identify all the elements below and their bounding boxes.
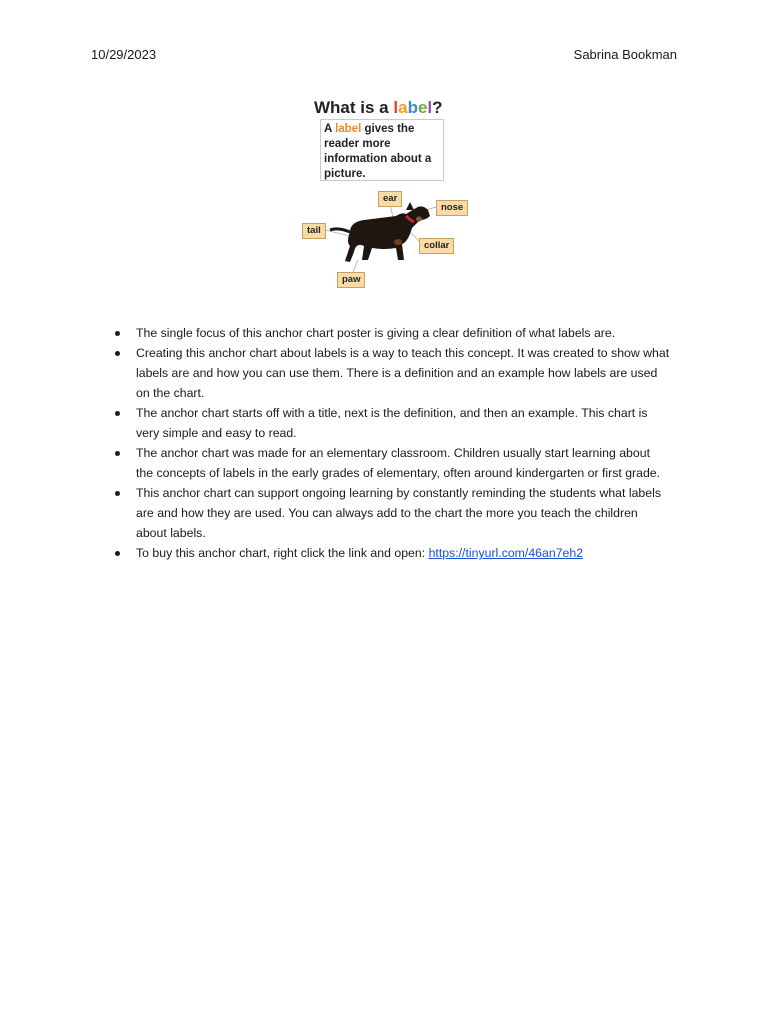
poster-title-suffix: ? (432, 98, 443, 117)
bullet-item: The anchor chart starts off with a title, next is the definition, and then an example. This chart is very simple and easy to read. (110, 403, 670, 443)
bullet-item-buy (110, 543, 670, 563)
label-ear: ear (378, 191, 402, 207)
buy-text: To buy this anchor chart, right click the link and open: (136, 546, 429, 560)
header-author: Sabrina Bookman (573, 47, 677, 62)
bullet-item: The anchor chart was made for an elementary classroom. Children usually start learning about the concepts of labels in the early grades of elementary, often around kindergarten or first grade. (110, 443, 670, 483)
poster-title-letter: b (407, 98, 418, 117)
buy-link[interactable]: https://tinyurl.com/46an7eh2 (428, 546, 584, 560)
poster-title-letter: l (427, 98, 433, 117)
bullet-item: Creating this anchor chart about labels is a way to teach this concept. It was created to show what labels are and how you can use them. There is a definition and an example how labels are used on the chart. (110, 343, 670, 403)
poster-title-letter: l (393, 98, 399, 117)
label-collar: collar (419, 238, 454, 254)
bullet-item: This anchor chart can support ongoing learning by constantly reminding the students what labels are and how they are used. You can always add to the chart the more you teach the children about labels. (110, 483, 670, 543)
poster-title (314, 98, 443, 118)
header-date: 10/29/2023 (91, 47, 157, 62)
poster-title-prefix: What is a (314, 98, 394, 117)
bullet-list (110, 323, 670, 563)
poster-def-rest: gives the reader more information about a picture. (324, 123, 432, 180)
bullet-item: The single focus of this anchor chart poster is giving a clear definition of what labels are. (110, 323, 670, 343)
poster-definition-box (320, 119, 444, 181)
label-nose: nose (436, 200, 468, 216)
label-paw: paw (337, 272, 365, 288)
poster-title-letter: e (417, 98, 428, 117)
label-tail: tail (302, 223, 326, 239)
poster-def-prefix: A (324, 123, 336, 135)
poster-def-word: label (335, 123, 362, 135)
anchor-chart-image (298, 92, 474, 294)
poster-title-letter: a (398, 98, 408, 117)
